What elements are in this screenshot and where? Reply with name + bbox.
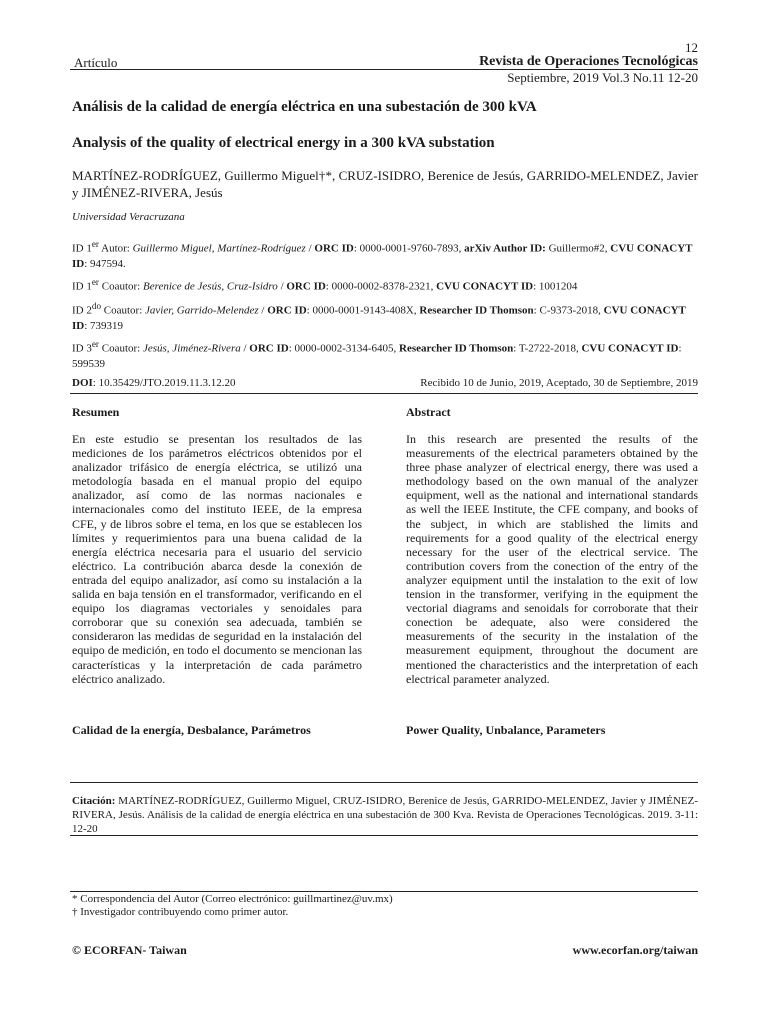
resumen-heading: Resumen bbox=[72, 405, 120, 419]
id-role: Coautor: bbox=[98, 342, 143, 355]
id-value: : 1001204 bbox=[533, 280, 578, 293]
author-id-3 bbox=[72, 299, 698, 334]
id-key: ORC ID bbox=[267, 304, 307, 317]
citation-text: MARTÍNEZ-RODRÍGUEZ, Guillermo Miguel, CRUZ-ISIDRO, Berenice de Jesús, GARRIDO-MELENDEZ, Javier y JIMÉNEZ-RIVERA, Jesús. Análisis de la calidad de energía eléctrica en una subestación de 300 Kva. Revista de Operaciones Tecnológicas. 2019. 3-11: 12-20 bbox=[72, 795, 698, 835]
id-key: Researcher ID Thomson bbox=[419, 304, 534, 317]
author-id-2 bbox=[72, 275, 698, 295]
id-role: Coautor: bbox=[98, 280, 143, 293]
citation-label: Citación: bbox=[72, 795, 116, 807]
title-spanish: Análisis de la calidad de energía eléctrica en una subestación de 300 kVA bbox=[72, 99, 537, 115]
id-separator: / bbox=[277, 280, 287, 293]
id-separator: / bbox=[305, 242, 315, 255]
footnote-first-author: † Investigador contribuyendo como primer autor. bbox=[72, 906, 289, 918]
author-id-4 bbox=[72, 337, 698, 372]
citation-top-rule bbox=[70, 782, 698, 783]
id-prefix: ID 3 bbox=[72, 342, 92, 355]
id-prefix: ID 1 bbox=[72, 242, 92, 255]
publisher-url: www.ecorfan.org/taiwan bbox=[572, 943, 698, 957]
section-label: Artículo bbox=[74, 55, 118, 70]
citation-bottom-rule bbox=[70, 835, 698, 836]
page-number: 12 bbox=[685, 40, 698, 55]
id-key: CVU CONACYT ID bbox=[72, 242, 693, 270]
id-key: ORC ID bbox=[314, 242, 354, 255]
author-id-1 bbox=[72, 237, 698, 272]
id-value: : 599539 bbox=[72, 342, 682, 370]
title-english: Analysis of the quality of electrical energy in a 300 kVA substation bbox=[72, 135, 495, 151]
id-value: : 739319 bbox=[84, 319, 124, 332]
abstract-text: In this research are presented the results of the measurements of the electrical parameters obtained by the three phase analyzer of electrical energy, there was used a methodology based on the own manual of the analyzer equipment, well as the national and international standards as well the IEEE Institute, the CFE company, and books of the subject, in which are stablished the limits and requirements for a good quality of the electrical energy necessary for the user of the electrical service. The contribution covers from the conection of the entry of the analyzer equipment until the instalation to the exit of low tension in the transformer, verifying in the equipment the vectorial diagrams and senoidals for corroborate that their conection be adequate, also were considered the measurements of the security in the instalation of the measurement equipment, throughout the document are mentioned the characteristics and the interpretation of each electrical parameter analyzed. bbox=[406, 432, 698, 686]
abstract-heading: Abstract bbox=[406, 405, 451, 419]
id-ordinal: do bbox=[91, 301, 102, 311]
id-separator: / bbox=[240, 342, 250, 355]
divider bbox=[70, 393, 698, 394]
id-key: Researcher ID Thomson bbox=[399, 342, 514, 355]
doi-label: DOI bbox=[72, 377, 93, 389]
id-value: : 0000-0002-8378-2321, bbox=[325, 280, 437, 293]
issue-info: Septiembre, 2019 Vol.3 No.11 12-20 bbox=[507, 70, 698, 85]
received-dates: Recibido 10 de Junio, 2019, Aceptado, 30 de Septiembre, 2019 bbox=[420, 377, 698, 389]
id-key: arXiv Author ID: bbox=[464, 242, 546, 255]
keywords-english: Power Quality, Unbalance, Parameters bbox=[406, 723, 606, 737]
id-key: ORC ID bbox=[286, 280, 326, 293]
id-value: Guillermo#2, bbox=[545, 242, 611, 255]
author-list: MARTÍNEZ-RODRÍGUEZ, Guillermo Miguel†*, CRUZ-ISIDRO, Berenice de Jesús, GARRIDO-MELENDEZ, Javier y JIMÉNEZ-RIVERA, Jesús bbox=[72, 168, 698, 200]
id-ordinal: er bbox=[91, 277, 99, 287]
id-key: CVU CONACYT ID bbox=[72, 304, 686, 332]
id-value: : 0000-0001-9143-408X, bbox=[306, 304, 420, 317]
publisher: © ECORFAN- Taiwan bbox=[72, 943, 187, 957]
doi-value: : 10.35429/JTO.2019.11.3.12.20 bbox=[92, 377, 236, 389]
id-key: CVU CONACYT ID bbox=[581, 342, 679, 355]
id-name: Javier, Garrido-Melendez bbox=[145, 304, 259, 317]
id-name: Jesús, Jiménez-Rivera bbox=[142, 342, 241, 355]
id-value: : 947594. bbox=[84, 257, 126, 270]
id-ordinal: er bbox=[91, 339, 99, 349]
id-value: : T-2722-2018, bbox=[513, 342, 582, 355]
id-value: : 0000-0001-9760-7893, bbox=[353, 242, 465, 255]
id-prefix: ID 1 bbox=[72, 280, 92, 293]
doi bbox=[72, 377, 235, 389]
citation bbox=[72, 794, 698, 836]
keywords-spanish: Calidad de la energía, Desbalance, Parámetros bbox=[72, 723, 311, 737]
footnotes bbox=[72, 893, 393, 919]
resumen-text: En este estudio se presentan los resultados de las mediciones de los parámetros eléctricos obtenidos por el analizador trifásico de energía eléctrica, se utilizó una metodología basada en el manual propio del equipo analizador, así como de las normas nacionales e internacionales como del instituto IEEE, de la empresa CFE, y de libros sobre el tema, en los que se establecen los límites y requerimientos para una buena calidad de la energía eléctrica necesaria para el usuario del servicio eléctrico. La contribución abarca desde la conexión de entrada del equipo analizador, así como su instalación a la salida en baja tensión en el transformador, verificando en el equipo los diagramas vectoriales y senoidales para corroborar que su conexión sea adecuada, también se consideraron las medidas de seguridad en la instalación del equipo de medición, en todo el documento se mencionan las características y la interpretación de cada parámetro eléctrico analizado. bbox=[72, 432, 362, 686]
id-key: ORC ID bbox=[249, 342, 289, 355]
id-value: : C-9373-2018, bbox=[533, 304, 604, 317]
id-role: Coautor: bbox=[101, 304, 146, 317]
id-key: CVU CONACYT ID bbox=[436, 280, 534, 293]
id-role: Autor: bbox=[98, 242, 133, 255]
id-prefix: ID 2 bbox=[72, 304, 92, 317]
id-ordinal: er bbox=[91, 239, 99, 249]
affiliation: Universidad Veracruzana bbox=[72, 211, 185, 223]
footnote-correspondence: * Correspondencia del Autor (Correo electrónico: guillmartinez@uv.mx) bbox=[72, 893, 393, 905]
footnote-rule bbox=[70, 891, 698, 892]
id-name: Guillermo Miguel, Martínez-Rodríguez bbox=[132, 242, 306, 255]
id-separator: / bbox=[258, 304, 268, 317]
id-value: : 0000-0002-3134-6405, bbox=[288, 342, 400, 355]
journal-title: Revista de Operaciones Tecnológicas bbox=[479, 54, 698, 69]
id-name: Berenice de Jesús, Cruz-Isidro bbox=[142, 280, 278, 293]
